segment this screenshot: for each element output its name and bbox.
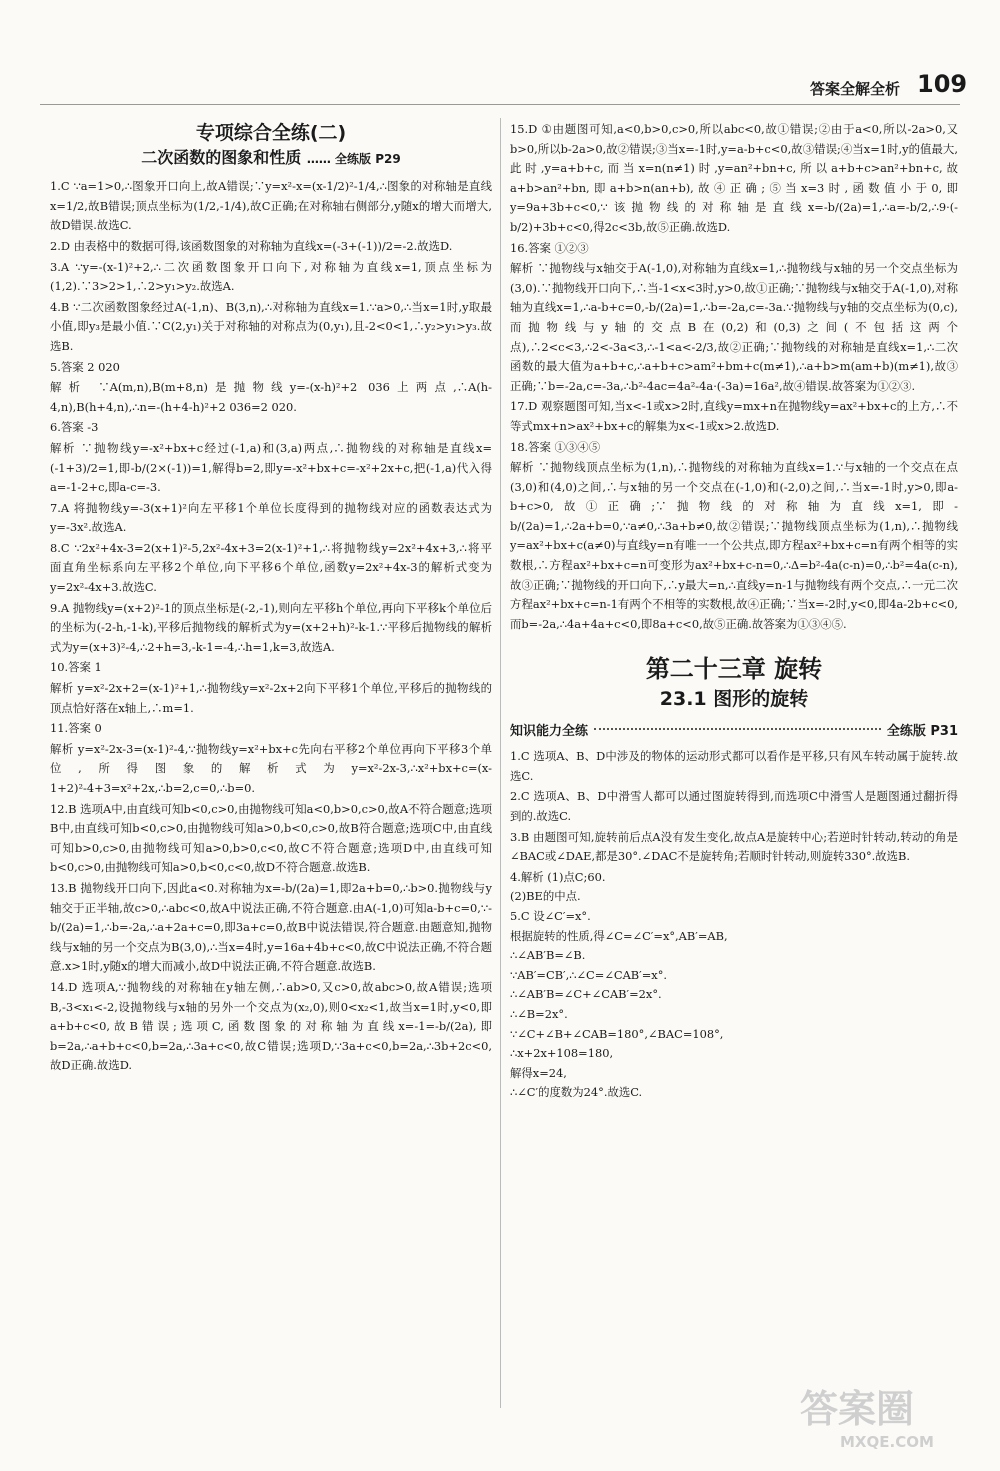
answer-item: 6.答案 -3 <box>50 420 99 435</box>
answer-item: 14.D 选项A,∵抛物线的对称轴在y轴左侧,∴ab>0,又c>0,故abc>0,故A错误;选项B,-3<x₁<-2,设抛物线与x轴的另外一个交点为(x₂,0),则0<x₂<1,故当x=1时,y<0,即a+b+c<0,故B错误;选项C,函数图象的对称轴为直线x=-1=-b/(2a),即b=2a,∴a+b+c<0,b=2a,∴3a+c<0,故C错误;选项D,∵3a+c<0,b=2a,∴3b+2c<0,故D正确.故选D. <box>50 979 492 1073</box>
answer-item: 解析 ∵抛物线与x轴交于A(-1,0),对称轴为直线x=1,∴抛物线与x轴的另一个交点坐标为(3,0).∵抛物线开口向下,∴当-1<x<3时,y>0,故①正确;∵抛物线与x轴交于A(-1,0),对称轴为直线x=1,∴a-b+c=0,-b/(2a)=1,∴b=-2a,c=-3a.∵抛物线与y轴的交点坐标为(0,c),而抛物线与y轴的交点B在(0,2)和(0,3)之间(不包括这两个点),∴2<c<3,∴2<-3a<3,∴-1<a<-2/3,故②正确;∵抛物线的对称轴是直线x=1,∴二次函数的最大值为a+b+c,∴a+b+c>am²+bm+c(m≠1),∴a+b>m(am+b)(m≠1),故③正确;∵b=-2a,c=-3a,∴b²-4ac=4a²-4a·(-3a)=16a²,故④错误.故答案为①②③. <box>510 261 958 393</box>
watermark-main: 答案圈 <box>800 1387 915 1431</box>
section-title: 专项综合全练(二) <box>195 122 347 144</box>
answer-line: ∴∠C′的度数为24°.故选C. <box>510 1085 643 1100</box>
answer-item: 7.A 将抛物线y=-3(x+1)²向左平移1个单位长度得到的抛物线对应的函数表达式为y=-3x².故选A. <box>50 500 492 535</box>
answer-item: 1.C ∵a=1>0,∴图象开口向上,故A错误;∵y=x²-x=(x-1/2)²-1/4,∴图象的对称轴是直线x=1/2,故B错误;顶点坐标为(1/2,-1/4),故C正确;在对称轴右侧部分,y随x的增大而增大,故D错误.故选C. <box>50 179 492 233</box>
answer-item: 解析 ∵A(m,n),B(m+8,n)是抛物线y=-(x-h)²+2 036上两点,∴A(h-4,n),B(h+4,n),∴n=-(h+4-h)²+2 036=2 020. <box>50 380 492 414</box>
answer-item: 3.A ∵y=-(x-1)²+2,∴二次函数图象开口向下,对称轴为直线x=1,顶点坐标为(1,2).∵3>2>1,∴2>y₁>y₂.故选A. <box>50 259 492 294</box>
answer-item: 18.答案 ①③④⑤ <box>510 439 601 454</box>
answer-item: 5.答案 2 020 <box>50 359 120 374</box>
answer-item: 13.B 抛物线开口向下,因此a<0.对称轴为x=-b/(2a)=1,即2a+b=0,∴b>0.抛物线与y轴交于正半轴,故c>0,∴abc<0,故A中说法正确,不符合题意.由A(-1,0)可知a-b+c=0,∵-b/(2a)=1,∴b=-2a,∴a+2a+c=0,即3a+c=0,故B中说法错误,符合题意.由题意知,抛物线与x轴的另一个交点为B(3,0),∴当x=4时,y=16a+4b+c<0,故C中说法正确,不符合题意.x>1时,y随x的增大而减小,故D中说法正确,不符合题意.故选B. <box>50 880 492 974</box>
answer-item: 9.A 抛物线y=(x+2)²-1的顶点坐标是(-2,-1),则向左平移h个单位,再向下平移k个单位后的坐标为(-2-h,-1-k),平移后抛物线的解析式为y=(x+2+h)²-k-1.∵平移后抛物线的解析式为y=(x+3)²-4,∴2+h=3,-k-1=-4,∴h=1,k=3,故选A. <box>50 600 492 654</box>
answer-item: 解析 y=x²-2x+2=(x-1)²+1,∴抛物线y=x²-2x+2向下平移1个单位,平移后的抛物线的顶点恰好落在x轴上,∴m=1. <box>50 681 492 715</box>
answer-line: 5.C 设∠C′=x°. <box>510 908 591 923</box>
answer-line: ∴∠AB′B=∠B. <box>510 948 586 963</box>
answer-item: 12.B 选项A中,由直线可知b<0,c>0,由抛物线可知a<0,b>0,c>0,故A不符合题意;选项B中,由直线可知b<0,c>0,由抛物线可知a>0,b<0,c>0,故B符合题意;选项C中,由直线可知b>0,c>0,由抛物线可知a>0,b>0,c<0,故C不符合题意;选项D中,由直线可知b<0,c>0,由抛物线可知a>0,b<0,c<0,故D不符合题意.故选B. <box>50 801 492 875</box>
right-column <box>510 120 958 1103</box>
answer-item: 17.D 观察题图可知,当x<-1或x>2时,直线y=mx+n在抛物线y=ax²+bx+c的上方,∴不等式mx+n>ax²+bx+c的解集为x<-1或x>2.故选D. <box>510 399 958 433</box>
answer-line: ∴∠AB′B=∠C+∠CAB′=2x°. <box>510 987 662 1002</box>
answer-line: ∵AB′=CB′,∴∠C=∠CAB′=x°. <box>510 967 668 982</box>
answer-item: 1.C 选项A、B、D中涉及的物体的运动形式都可以看作是平移,只有风车转动属于旋转.故选C. <box>510 749 958 783</box>
answer-line: ∵∠C+∠B+∠CAB=180°,∠BAC=108°, <box>510 1026 724 1041</box>
answer-item: 解析 ∵抛物线顶点坐标为(1,n),∴抛物线的对称轴为直线x=1.∵与x轴的一个交点在点(3,0)和(4,0)之间,∴与x轴的另一个交点在(-1,0)和(-2,0)之间,∴当x=-1时,y>0,即a-b+c>0,故①正确;∵抛物线的对称轴为直线x=1,即-b/(2a)=1,∴2a+b=0,∵a≠0,∴3a+b≠0,故②错误;∵抛物线顶点坐标为(1,n),∴抛物线y=ax²+bx+c(a≠0)与直线y=n有唯一一个公共点,即方程ax²+bx+c=n有两个相等的实数根,∴方程ax²+bx+c=n可变形为ax²+bx+c-n=0,∴Δ=b²-4a(c-n)=0,∴b²=4a(c-n),故③正确;∵抛物线的开口向下,∴y最大=n,∴直线y=n-1与抛物线有两个交点,∴一元二次方程ax²+bx+c=n-1有两个不相等的实数根,故④正确;∵当x=-2时,y<0,即4a-2b+c<0,而b=-2a,∴4a+4a+c<0,即8a+c<0,故⑤正确.故答案为①③④⑤. <box>510 460 958 631</box>
answer-item: 15.D ①由题图可知,a<0,b>0,c>0,所以abc<0,故①错误;②由于a<0,所以-2a>0,又b>0,所以b-2a>0,故②错误;③当x=-1时,y=a-b+c<0,故③错误;④当x=1时,y的值最大,此时,y=a+b+c,而当x=n(n≠1)时,y=an²+bn+c,所以a+b+c>an²+bn+c,故a+b>an²+bn,即a+b>n(an+b),故④正确;⑤当x=3时,函数值小于0,即y=9a+3b+c<0,∵该抛物线的对称轴是直线x=-b/(2a)=1,∴a=-b/2,∴9·(-b/2)+3b+c<0,得2c<3b,故⑤正确.故选D. <box>510 122 958 234</box>
answer-item: 4.B ∵二次函数图象经过A(-1,n)、B(3,n),∴对称轴为直线x=1.∵a>0,∴当x=1时,y取最小值,即y₃是最小值.∵C(2,y₁)关于对称轴的对称点为(0,y₁),且-2<0<1,∴y₂>y₁>y₃.故选B. <box>50 299 492 353</box>
exercise-bar <box>510 722 958 742</box>
watermark <box>800 1378 934 1451</box>
answer-line: (2)BE的中点. <box>510 889 581 904</box>
answer-item: 解析 ∵抛物线y=-x²+bx+c经过(-1,a)和(3,a)两点,∴抛物线的对称轴是直线x=(-1+3)/2=1,即-b/(2×(-1))=1,解得b=2,即y=-x²+bx+c=-x²+2x+c,把(-1,a)代入得a=-1-2+c,即a-c=-3. <box>50 440 492 495</box>
answer-line: 根据旋转的性质,得∠C=∠C′=x°,AB′=AB, <box>510 928 728 943</box>
answer-line: 解得x=24, <box>510 1065 567 1080</box>
column-divider <box>500 118 501 1408</box>
exercise-bar-ref: 全练版 P31 <box>886 723 958 739</box>
header-title: 答案全解全析 <box>810 80 901 98</box>
answer-line: ∴x+2x+108=180, <box>510 1046 614 1061</box>
chapter-section-title: 23.1 图形的旋转 <box>659 688 809 711</box>
answer-item: 8.C ∵2x²+4x-3=2(x+1)²-5,2x²-4x+3=2(x-1)²+1,∴将抛物线y=2x²+4x+3,∴将平面直角坐标系向左平移2个单位,向下平移6个单位,函数y=2x²+4x-3的解析式变为y=2x²-4x+3.故选C. <box>50 540 492 595</box>
page-number: 109 <box>917 70 968 98</box>
answer-item: 2.C 选项A、B、D中滑雪人都可以通过图旋转得到,而选项C中滑雪人是题图通过翻折得到的.故选C. <box>510 789 958 823</box>
dotted-leader <box>594 728 881 730</box>
left-column <box>50 120 492 1077</box>
header-rule <box>40 104 960 105</box>
exercise-bar-label: 知识能力全练 <box>510 723 589 739</box>
answer-item: 11.答案 0 <box>50 721 102 736</box>
answer-line: 4.解析 (1)点C;60. <box>510 869 606 884</box>
subtitle-ref: …… 全练版 P29 <box>306 151 401 166</box>
answer-item: 2.D 由表格中的数据可得,该函数图象的对称轴为直线x=(-3+(-1))/2=-2.故选D. <box>50 238 453 253</box>
answer-item: 解析 y=x²-2x-3=(x-1)²-4,∵抛物线y=x²+bx+c先向右平移2个单位再向下平移3个单位,所得图象的解析式为y=x²-2x-3,∴x²+bx+c=(x-1+2)²-4+3=x²+2x,∴b=2,c=0,∴b=0. <box>50 741 492 795</box>
chapter-title: 第二十三章 旋转 <box>645 655 823 684</box>
answer-line: ∴∠B=2x°. <box>510 1006 568 1021</box>
watermark-url: MXQE.COM <box>840 1433 934 1451</box>
subtitle-text: 二次函数的图象和性质 <box>141 147 302 167</box>
answer-item: 3.B 由题图可知,旋转前后点A没有发生变化,故点A是旋转中心;若逆时针转动,转动的角是∠BAC或∠DAE,都是30°.∠DAC不是旋转角;若顺时针转动,则旋转330°.故选B. <box>510 829 958 864</box>
section-subtitle <box>50 148 492 170</box>
answer-item: 16.答案 ①②③ <box>510 240 589 255</box>
answer-item: 10.答案 1 <box>50 660 102 675</box>
